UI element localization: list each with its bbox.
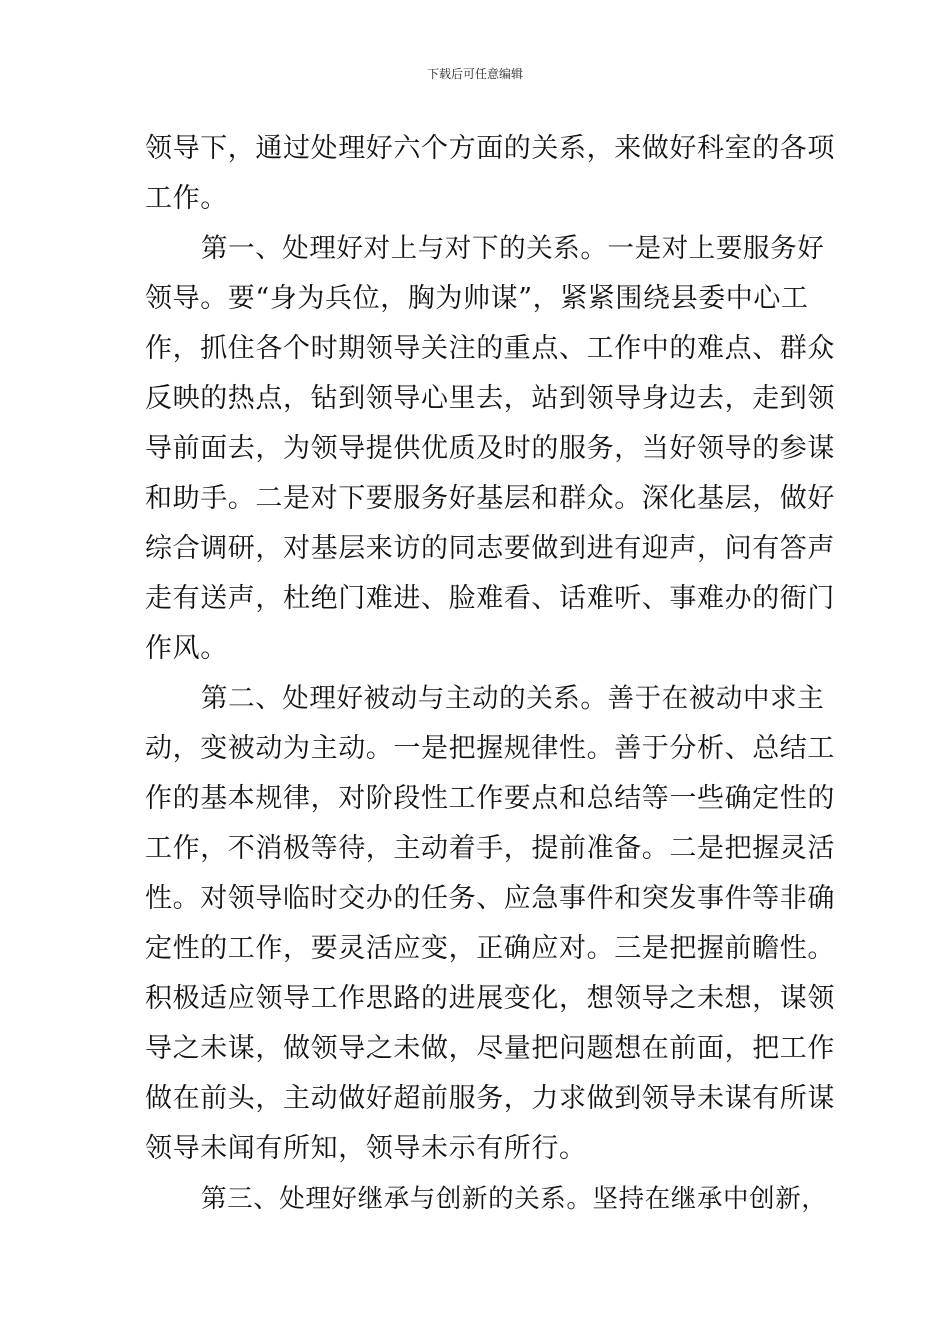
text-line: 工作，不消极等待，主动着手，提前准备。二是把握灵活 (145, 833, 835, 864)
text-line: 作风。 (145, 633, 228, 664)
text-line: 和助手。二是对下要服务好基层和群众。深化基层，做好 (145, 483, 835, 514)
paragraph-first-line: 第三、处理好继承与创新的关系。坚持在继承中创新， (201, 1184, 828, 1214)
text-line: 导前面去，为领导提供优质及时的服务，当好领导的参谋 (145, 433, 835, 464)
text-line: 领导。要“身为兵位，胸为帅谋”，紧紧围绕县委中心工 (145, 283, 809, 314)
text-line: 作，抓住各个时期领导关注的重点、工作中的难点、群众 (145, 333, 835, 364)
text-line: 定性的工作，要灵活应变，正确应对。三是把握前瞻性。 (145, 933, 835, 964)
text-line: 领导未闻有所知，领导未示有所行。 (145, 1133, 587, 1164)
text-line: 性。对领导临时交办的任务、应急事件和突发事件等非确 (145, 883, 835, 914)
paragraph-first-line: 第一、处理好对上与对下的关系。一是对上要服务好 (201, 233, 825, 264)
body-text (145, 124, 835, 1224)
text-line: 导之未谋，做领导之未做，尽量把问题想在前面，把工作 (145, 1033, 835, 1064)
page-header: 下载后可任意编辑 (426, 67, 523, 81)
text-line: 领导下，通过处理好六个方面的关系，来做好科室的各项 (145, 133, 835, 164)
text-line: 工作。 (145, 183, 228, 214)
text-line: 反映的热点，钻到领导心里去，站到领导身边去，走到领 (145, 383, 835, 414)
text-line: 积极适应领导工作思路的进展变化，想领导之未想，谋领 (145, 983, 835, 1014)
paragraph-first-line: 第二、处理好被动与主动的关系。善于在被动中求主 (201, 683, 825, 714)
text-line: 走有送声，杜绝门难进、脸难看、话难听、事难办的衙门 (145, 583, 835, 614)
text-line: 作的基本规律，对阶段性工作要点和总结等一些确定性的 (145, 783, 835, 814)
text-line: 动，变被动为主动。一是把握规律性。善于分析、总结工 (145, 733, 835, 764)
text-line: 综合调研，对基层来访的同志要做到进有迎声，问有答声 (145, 533, 835, 564)
text-line: 做在前头，主动做好超前服务，力求做到领导未谋有所谋 (145, 1083, 835, 1114)
